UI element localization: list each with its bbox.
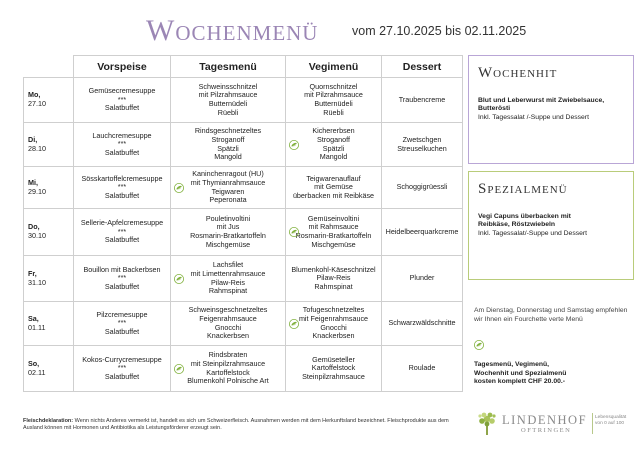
vorspeise-cell <box>74 123 171 167</box>
dish-line: Schwarzwäldschnitte <box>388 318 456 328</box>
dish-line: Bouillon mit Backerbsen <box>83 264 161 274</box>
dish-line: Lachsfilet <box>212 260 244 270</box>
vorspeise-cell <box>74 302 171 346</box>
wochenhit-note: Inkl. Tagessalat /-Suppe und Dessert <box>478 114 589 121</box>
logo-divider <box>592 413 593 434</box>
page-header <box>0 12 640 46</box>
dish-line: Heidelbeerquarkcreme <box>385 226 459 236</box>
dish-line: Pilaw-Reis <box>316 273 351 283</box>
day-cell <box>24 167 74 209</box>
dish-line: mit Rahmsauce <box>308 222 359 232</box>
dish-line: Teigwaren <box>211 186 245 196</box>
wochenhit-box <box>468 55 634 164</box>
tagesmenu-cell <box>171 209 286 256</box>
day-date: 30.10 <box>28 231 46 240</box>
day-cell <box>24 78 74 123</box>
dish-line: mit Limettenrahmsauce <box>190 268 266 278</box>
spezialmenu-dish-line-2: Reibkäse, Röstzwiebeln <box>478 221 556 228</box>
dish-line: Butternüdeli <box>208 99 248 108</box>
day-name: Sa, <box>28 313 39 323</box>
day-name: Mi, <box>28 177 38 187</box>
logo-name: LINDENHOF <box>502 413 588 427</box>
day-cell <box>24 209 74 256</box>
dessert-cell <box>382 167 463 209</box>
dish-line: mit Gemüse <box>314 182 353 192</box>
meat-declaration-footnote <box>23 418 463 432</box>
dish-line: Mischgemüse <box>311 239 356 249</box>
dish-line: mit Pilzrahmsauce <box>304 90 363 100</box>
dish-line: Schweinsschnitzel <box>198 81 258 91</box>
dish-line: Stroganoff <box>211 134 245 144</box>
dish-line: *** <box>117 273 127 283</box>
dish-line: mit Feigenrahmsauce <box>298 313 369 323</box>
day-row <box>24 256 463 302</box>
day-date: 31.10 <box>28 277 46 287</box>
day-row <box>24 346 463 392</box>
dish-line: Mischgemüse <box>205 239 251 249</box>
dish-line: Rahmspinat <box>314 281 353 291</box>
dish-line: Spätzli <box>217 143 239 153</box>
dish-line: Tofugeschnetzeltes <box>302 305 365 315</box>
dish-line: Rindsbraten <box>208 350 248 360</box>
dish-line: Kartoffelstock <box>206 367 250 377</box>
dish-line: mit Jus <box>216 222 240 232</box>
dish-line: Gnocchi <box>320 322 347 332</box>
dish-line: überbacken mit Reibkäse <box>292 190 375 200</box>
dish-line: *** <box>117 226 127 236</box>
dish-line: Kartoffelstock <box>311 363 356 373</box>
dish-line: Salatbuffet <box>104 235 140 245</box>
dish-line: Salatbuffet <box>104 281 140 291</box>
day-row <box>24 167 463 209</box>
dish-line: Schoggigrüessli <box>396 182 448 192</box>
price-line-2: Wochenhit und Spezialmenü <box>474 369 567 377</box>
day-row <box>24 78 463 123</box>
dish-line: Schweinsgeschnetzeltes <box>188 305 268 315</box>
vegimenu-cell <box>286 78 382 123</box>
dessert-cell <box>382 209 463 256</box>
dish-line: Rahmspinat <box>208 286 248 296</box>
spezialmenu-note: Inkl. Tagessalat/-Suppe und Dessert <box>478 230 588 237</box>
logo-tagline: Lebensqualität von 0 auf 100 <box>595 415 627 426</box>
dish-line: Sellerie-Apfelcremesuppe <box>80 218 164 228</box>
column-header-tagesmenu: Tagesmenü <box>171 56 286 78</box>
dish-line: Gemüseteller <box>312 354 355 364</box>
dish-line: Kaninchenragout (HU) <box>192 169 264 179</box>
column-header-vorspeise: Vorspeise <box>74 56 171 78</box>
dish-line: Gnocchi <box>214 322 242 332</box>
vorspeise-cell <box>74 78 171 123</box>
spezialmenu-box <box>468 171 634 280</box>
day-date: 28.10 <box>28 143 46 153</box>
dish-line: Steinpilzrahmsauce <box>302 371 365 381</box>
dish-line: Salatbuffet <box>104 147 140 157</box>
dish-line: Rosmarin-Bratkartoffeln <box>295 231 372 240</box>
vorspeise-cell <box>74 167 171 209</box>
column-header-dessert: Dessert <box>382 56 463 78</box>
day-name: Mo, <box>28 90 41 100</box>
dish-line: Blumenkohl-Käseschnitzel <box>291 264 376 274</box>
day-date: 27.10 <box>28 99 46 108</box>
dish-line: Pouletinvoltini <box>205 213 251 223</box>
dish-line: Kichererbsen <box>312 126 355 136</box>
table-header-row <box>24 56 463 78</box>
date-range: vom 27.10.2025 bis 02.11.2025 <box>352 24 527 38</box>
dessert-cell <box>382 256 463 302</box>
tagesmenu-cell <box>171 167 286 209</box>
day-name: Fr, <box>28 268 37 278</box>
dish-line: *** <box>117 363 127 373</box>
day-name: Do, <box>28 222 40 232</box>
day-cell <box>24 302 74 346</box>
vorspeise-cell <box>74 209 171 256</box>
day-date: 29.10 <box>28 186 46 196</box>
column-header-vegimenu: Vegimenü <box>286 56 382 78</box>
dish-line: Mangold <box>319 152 348 162</box>
tagesmenu-cell <box>171 78 286 123</box>
vegimenu-cell <box>286 346 382 392</box>
dish-line: Knackerbsen <box>207 331 249 341</box>
vegimenu-cell <box>286 167 382 209</box>
wochenhit-title: Wochenhit <box>478 65 558 81</box>
vegimenu-cell <box>286 209 382 256</box>
fourchette-verte-icon <box>174 364 184 374</box>
page-title: Wochenmenü <box>146 14 319 47</box>
dish-line: Gemüseinvoltini <box>307 213 360 223</box>
fourchette-verte-icon <box>289 140 299 150</box>
vegimenu-cell <box>286 256 382 302</box>
spezialmenu-dish-line-1: Vegi Capuns überbacken mit <box>478 213 571 220</box>
dish-line: Traubencreme <box>398 94 446 104</box>
day-row <box>24 302 463 346</box>
dish-line: Zwetschgen <box>402 134 442 144</box>
footnote-label: Fleischdeklaration: <box>23 418 74 424</box>
dish-line: Rindsgeschnetzeltes <box>194 126 262 136</box>
day-row <box>24 123 463 167</box>
fourchette-verte-icon <box>289 319 299 329</box>
day-name: So, <box>28 358 40 368</box>
dish-line: Pilaw-Reis <box>211 277 245 287</box>
weekly-menu-table <box>23 55 463 392</box>
lindenhof-logo <box>476 410 626 438</box>
dish-line: Mangold <box>214 152 242 162</box>
dish-line: Gemüsecremesuppe <box>88 86 156 96</box>
dish-line: Quornschnitzel <box>309 81 358 91</box>
fourchette-verte-icon <box>174 183 184 193</box>
day-row <box>24 209 463 256</box>
vorspeise-cell <box>74 256 171 302</box>
day-date: 01.11 <box>28 322 46 332</box>
dish-line: Salatbuffet <box>104 326 140 336</box>
dish-line: Feigenrahmsauce <box>199 313 257 323</box>
footnote-text: Wenn nichts Anderes vermerkt ist, handelt es sich um Schweizerfleisch. Ausnahmen werden mit dem Herkunftsland bezeichnet. Fleischprodukte aus dem Ausland können mit Hormonen und Antibiotika als Leistungsförderer erzeugt sein. <box>23 418 449 432</box>
wochenhit-dish-line-1: Blut und Leberwurst mit Zwiebelsauce, <box>478 97 605 104</box>
dish-line: Roulade <box>408 363 436 373</box>
spezialmenu-title: Spezialmenü <box>478 181 568 197</box>
dish-line: Peperonata <box>209 195 247 205</box>
tagesmenu-cell <box>171 256 286 302</box>
dish-line: *** <box>117 94 127 104</box>
tagesmenu-cell <box>171 123 286 167</box>
dish-line: Plunder <box>409 273 435 283</box>
dessert-cell <box>382 78 463 123</box>
vegimenu-cell <box>286 302 382 346</box>
price-line-1: Tagesmenü, Vegimenü, <box>474 361 550 368</box>
dish-line: Rüebli <box>323 107 344 117</box>
dish-line: Pilzcremesuppe <box>96 309 148 319</box>
dish-line: Stroganoff <box>316 134 351 144</box>
dish-line: Salatbuffet <box>104 103 140 113</box>
dish-line: mit Pilzrahmsauce <box>198 90 258 100</box>
day-name: Di, <box>28 134 38 144</box>
fourchette-verte-recommendation: Am Dienstag, Donnerstag und Samstag empfehlen wir Ihnen ein Fourchette verte Menü <box>474 307 628 323</box>
dish-line: Blumenkohl Polnische Art <box>187 376 269 386</box>
dessert-cell <box>382 346 463 392</box>
tagesmenu-cell <box>171 346 286 392</box>
day-date: 02.11 <box>28 367 46 377</box>
dessert-cell <box>382 302 463 346</box>
dish-line: Teigwarenauflauf <box>306 173 361 183</box>
dessert-cell <box>382 123 463 167</box>
dish-line: Rosmarin-Bratkartoffeln <box>190 231 266 240</box>
dish-line: Lauchcremesuppe <box>92 130 152 140</box>
day-cell <box>24 256 74 302</box>
dish-line: Sösskartoffelcremesuppe <box>81 173 163 183</box>
dish-line: Knackerbsen <box>312 331 355 341</box>
tree-logo-icon <box>476 410 498 436</box>
price-info <box>474 361 634 387</box>
fourchette-verte-icon <box>474 340 484 350</box>
vorspeise-cell <box>74 346 171 392</box>
dish-line: Streuselkuchen <box>397 143 447 153</box>
dish-line: Salatbuffet <box>104 371 140 381</box>
logo-place: OFTRINGEN <box>521 427 572 434</box>
vegimenu-cell <box>286 123 382 167</box>
dish-line: Butternüdeli <box>314 99 353 108</box>
dish-line: *** <box>117 318 127 328</box>
dish-line: mit Steinpilzrahmsauce <box>190 358 266 368</box>
tagesmenu-cell <box>171 302 286 346</box>
corner-cell <box>24 56 74 78</box>
dish-line: *** <box>117 182 127 192</box>
day-cell <box>24 346 74 392</box>
dish-line: *** <box>117 139 127 149</box>
fourchette-verte-icon <box>289 227 299 237</box>
dish-line: Kokos-Currycremesuppe <box>82 354 162 364</box>
wochenhit-dish-line-2: Butterösti <box>478 105 511 112</box>
fourchette-verte-icon <box>174 274 184 284</box>
day-cell <box>24 123 74 167</box>
dish-line: Salatbuffet <box>104 190 140 200</box>
dish-line: Spätzli <box>322 143 345 153</box>
dish-line: mit Thymianrahmsauce <box>190 177 266 187</box>
price-line-3: kosten komplett CHF 20.00.- <box>474 378 566 386</box>
dish-line: Rüebli <box>217 107 239 117</box>
